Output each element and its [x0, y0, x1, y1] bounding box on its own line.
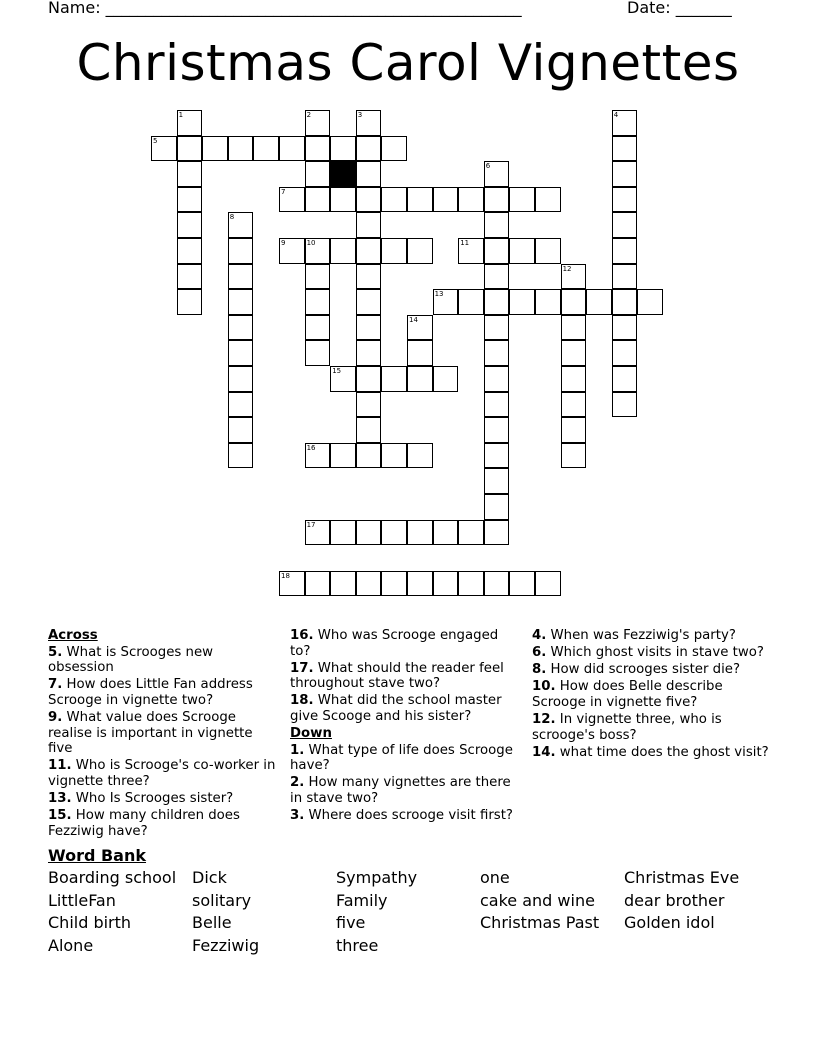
crossword-cell[interactable] — [484, 315, 510, 341]
crossword-cell[interactable] — [484, 392, 510, 418]
crossword-cell[interactable] — [612, 238, 638, 264]
clue-item — [532, 679, 772, 710]
crossword-cell[interactable] — [407, 366, 433, 392]
crossword-cell[interactable] — [177, 289, 203, 315]
crossword-cell[interactable] — [356, 366, 382, 392]
crossword-cell[interactable] — [509, 187, 535, 213]
crossword-cell[interactable] — [177, 238, 203, 264]
word-bank-item: Golden idol — [624, 913, 715, 933]
clue-item — [290, 808, 522, 824]
crossword-cell[interactable] — [177, 161, 203, 187]
clue-item — [290, 628, 522, 659]
crossword-cell[interactable] — [381, 187, 407, 213]
crossword-cell[interactable] — [561, 289, 587, 315]
crossword-clue-number: 16 — [306, 443, 316, 452]
word-bank-item: Christmas Past — [480, 913, 600, 933]
crossword-cell[interactable] — [484, 468, 510, 494]
clue-item — [532, 712, 772, 743]
clue-item — [532, 662, 772, 678]
crossword-cell[interactable] — [330, 443, 356, 469]
crossword-cell[interactable] — [458, 520, 484, 546]
crossword-cell[interactable] — [612, 315, 638, 341]
crossword-cell[interactable] — [484, 289, 510, 315]
word-bank-column — [480, 867, 599, 935]
crossword-cell[interactable] — [612, 161, 638, 187]
crossword-clue-number: 7 — [281, 187, 286, 196]
crossword-cell[interactable] — [228, 264, 254, 290]
crossword-cell[interactable] — [356, 264, 382, 290]
clue-item — [532, 645, 772, 661]
crossword-cell[interactable] — [612, 212, 638, 238]
crossword-cell[interactable] — [484, 571, 510, 597]
crossword-cell[interactable] — [356, 212, 382, 238]
clue-number: 6. — [532, 645, 547, 661]
crossword-cell[interactable] — [305, 161, 331, 187]
word-bank-column — [192, 867, 259, 957]
crossword-cell[interactable] — [381, 571, 407, 597]
crossword-cell[interactable] — [484, 238, 510, 264]
crossword-cell[interactable] — [484, 264, 510, 290]
clue-item — [48, 710, 280, 757]
clue-number: 17. — [290, 660, 314, 676]
crossword-cell[interactable] — [356, 571, 382, 597]
crossword-cell[interactable] — [305, 571, 331, 597]
crossword-cell[interactable] — [228, 340, 254, 366]
word-bank-item: solitary — [192, 890, 252, 910]
crossword-cell[interactable] — [177, 136, 203, 162]
clue-text: How does Little Fan address Scrooge in vignette two? — [48, 677, 253, 708]
crossword-cell[interactable] — [561, 340, 587, 366]
clue-number: 12. — [532, 711, 556, 727]
crossword-cell[interactable] — [612, 136, 638, 162]
word-bank-item: Family — [336, 890, 388, 910]
word-bank-column — [336, 867, 417, 957]
clue-item — [48, 645, 280, 676]
crossword-cell[interactable] — [381, 443, 407, 469]
crossword-cell[interactable] — [561, 315, 587, 341]
clue-number: 18. — [290, 693, 314, 709]
crossword-cell[interactable] — [509, 238, 535, 264]
word-bank-item: Child birth — [48, 913, 132, 933]
crossword-cell[interactable] — [330, 187, 356, 213]
crossword-cell[interactable] — [305, 187, 331, 213]
crossword-cell[interactable] — [484, 417, 510, 443]
clue-number: 2. — [290, 775, 305, 791]
clue-text: How many children does Fezziwig have? — [48, 808, 240, 839]
clue-column-2 — [290, 628, 522, 825]
clue-number: 3. — [290, 808, 305, 824]
crossword-black-cell — [330, 161, 356, 187]
clue-text: What is Scrooges new obsession — [48, 644, 214, 676]
crossword-cell[interactable] — [202, 136, 228, 162]
clue-text: what time does the ghost visit? — [555, 744, 769, 760]
crossword-cell[interactable] — [381, 520, 407, 546]
crossword-cell[interactable] — [305, 315, 331, 341]
crossword-cell[interactable] — [612, 264, 638, 290]
clue-text: When was Fezziwig's party? — [546, 628, 736, 643]
crossword-cell[interactable] — [381, 238, 407, 264]
clue-text: What did the school master give Scooge and his sister? — [290, 693, 502, 724]
crossword-cell[interactable] — [228, 289, 254, 315]
word-bank-item: Alone — [48, 935, 94, 955]
crossword-cell[interactable] — [228, 315, 254, 341]
clue-item — [48, 677, 280, 708]
crossword-cell[interactable] — [305, 136, 331, 162]
word-bank-column — [624, 867, 739, 935]
clue-text: How does Belle describe Scrooge in vignette five? — [532, 679, 723, 710]
clue-number: 1. — [290, 742, 305, 758]
clue-number: 10. — [532, 679, 556, 695]
crossword-cell[interactable] — [484, 187, 510, 213]
crossword-cell[interactable] — [330, 238, 356, 264]
clue-number: 14. — [532, 744, 556, 760]
clue-item — [290, 693, 522, 724]
clue-text: What should the reader feel throughout stave two? — [290, 660, 504, 692]
clue-number: 15. — [48, 808, 72, 824]
clue-text: What value does Scrooge realise is important in vignette five — [48, 709, 253, 757]
crossword-cell[interactable] — [228, 366, 254, 392]
word-bank-item: Sympathy — [336, 868, 418, 887]
crossword-clue-number: 13 — [434, 290, 444, 299]
crossword-cell[interactable] — [612, 187, 638, 213]
word-bank-item: three — [336, 935, 379, 955]
word-bank-item: Fezziwig — [192, 935, 260, 955]
clue-text: Which ghost visits in stave two? — [546, 645, 764, 661]
crossword-cell[interactable] — [484, 443, 510, 469]
crossword-cell[interactable] — [433, 187, 459, 213]
crossword-cell[interactable] — [535, 187, 561, 213]
clue-text: Where does scrooge visit first? — [304, 808, 513, 824]
crossword-clue-number: 2 — [306, 111, 312, 119]
crossword-cell[interactable] — [356, 392, 382, 418]
crossword-cell[interactable] — [484, 212, 510, 238]
crossword-cell[interactable] — [356, 443, 382, 469]
crossword-cell[interactable] — [253, 136, 279, 162]
crossword-clue-number: 15 — [332, 367, 342, 375]
crossword-cell[interactable] — [356, 520, 382, 546]
word-bank-item: Christmas Eve — [624, 868, 740, 887]
clue-item — [290, 743, 522, 774]
clue-text: How did scrooges sister die? — [546, 662, 741, 678]
crossword-cell[interactable] — [330, 136, 356, 162]
crossword-cell[interactable] — [612, 340, 638, 366]
crossword-cell[interactable] — [228, 392, 254, 418]
clue-item — [48, 758, 280, 789]
clue-item — [290, 661, 522, 692]
crossword-cell[interactable] — [561, 366, 587, 392]
crossword-clue-number: 18 — [281, 571, 290, 580]
crossword-cell[interactable] — [356, 161, 382, 187]
crossword-cell[interactable] — [177, 212, 203, 238]
word-bank-title: Word Bank — [48, 846, 147, 865]
clue-number: 5. — [48, 644, 63, 660]
crossword-cell[interactable] — [356, 315, 382, 341]
crossword-cell[interactable] — [228, 136, 254, 162]
clue-text: Who Is Scrooges sister? — [71, 790, 234, 806]
crossword-cell[interactable] — [177, 264, 203, 290]
clue-column-1 — [48, 628, 280, 841]
clue-item — [532, 745, 772, 761]
crossword-cell[interactable] — [509, 571, 535, 597]
crossword-cell[interactable] — [535, 571, 561, 597]
word-bank-item: dear brother — [624, 890, 725, 910]
crossword-clue-number: 11 — [460, 239, 470, 247]
word-bank-item: Belle — [192, 913, 232, 933]
crossword-cell[interactable] — [356, 417, 382, 443]
crossword-cell[interactable] — [330, 571, 356, 597]
crossword-cell[interactable] — [177, 187, 203, 213]
crossword-cell[interactable] — [407, 571, 433, 597]
crossword-cell[interactable] — [509, 289, 535, 315]
crossword-cell[interactable] — [305, 340, 331, 366]
crossword-cell[interactable] — [305, 264, 331, 290]
crossword-cell[interactable] — [535, 289, 561, 315]
crossword-cell[interactable] — [458, 571, 484, 597]
clue-text: Who is Scrooge's co-worker in vignette three? — [48, 758, 276, 789]
crossword-cell[interactable] — [561, 392, 587, 418]
crossword-clue-number: 6 — [485, 162, 491, 171]
crossword-cell[interactable] — [612, 289, 638, 315]
word-bank-column — [48, 867, 176, 957]
crossword-cell[interactable] — [279, 136, 305, 162]
page-title: Christmas Carol Vignettes — [76, 34, 740, 92]
crossword-cell[interactable] — [381, 366, 407, 392]
crossword-cell[interactable] — [407, 443, 433, 469]
clue-item — [532, 628, 772, 644]
crossword-cell[interactable] — [484, 494, 510, 520]
clue-number: 11. — [48, 758, 72, 774]
crossword-cell[interactable] — [612, 392, 638, 418]
crossword-clue-number: 8 — [229, 213, 235, 222]
crossword-clue-number: 5 — [153, 136, 158, 145]
down-heading: Down — [290, 726, 332, 742]
crossword-cell[interactable] — [407, 238, 433, 264]
date-field-label: Date: _______ — [627, 0, 732, 17]
crossword-cell[interactable] — [381, 136, 407, 162]
clue-number: 7. — [48, 677, 63, 693]
crossword-cell[interactable] — [561, 443, 587, 469]
crossword-cell[interactable] — [356, 238, 382, 264]
across-heading: Across — [48, 628, 98, 643]
crossword-cell[interactable] — [356, 187, 382, 213]
clue-number: 4. — [532, 628, 547, 643]
crossword-clue-number: 1 — [178, 111, 184, 119]
crossword-clue-number: 17 — [306, 520, 316, 529]
crossword-cell[interactable] — [356, 136, 382, 162]
crossword-cell[interactable] — [561, 417, 587, 443]
crossword-clue-number: 9 — [281, 239, 286, 247]
clue-item — [48, 791, 280, 807]
word-bank-item: five — [336, 913, 366, 933]
word-bank-item: Dick — [192, 868, 227, 887]
crossword-cell[interactable] — [433, 520, 459, 546]
crossword-cell[interactable] — [484, 520, 510, 546]
word-bank-item: cake and wine — [480, 890, 595, 910]
name-field-label: Name: ____________________________________________________ — [48, 0, 522, 17]
crossword-clue-number: 14 — [409, 315, 418, 324]
clue-item — [48, 808, 280, 839]
crossword-cell[interactable] — [228, 238, 254, 264]
clue-text: In vignette three, who is scrooge's boss? — [532, 711, 722, 743]
crossword-cell[interactable] — [586, 289, 612, 315]
crossword-cell[interactable] — [458, 289, 484, 315]
crossword-cell[interactable] — [535, 238, 561, 264]
word-bank-item: Boarding school — [48, 868, 177, 887]
crossword-cell[interactable] — [330, 520, 356, 546]
crossword-cell[interactable] — [458, 187, 484, 213]
crossword-cell[interactable] — [433, 366, 459, 392]
crossword-cell[interactable] — [356, 289, 382, 315]
clue-text: Who was Scrooge engaged to? — [290, 628, 499, 659]
crossword-cell[interactable] — [637, 289, 663, 315]
crossword-cell[interactable] — [612, 366, 638, 392]
word-bank-item: LittleFan — [48, 890, 116, 910]
crossword-clue-number: 4 — [613, 111, 619, 119]
crossword-cell[interactable] — [407, 340, 433, 366]
crossword-cell[interactable] — [407, 520, 433, 546]
clue-column-3 — [532, 628, 772, 762]
crossword-cell[interactable] — [356, 340, 382, 366]
crossword-cell[interactable] — [228, 417, 254, 443]
crossword-cell[interactable] — [305, 289, 331, 315]
crossword-clue-number: 3 — [357, 111, 363, 119]
crossword-clue-number: 10 — [306, 239, 316, 247]
crossword-cell[interactable] — [228, 443, 254, 469]
clue-text: What type of life does Scrooge have? — [290, 742, 513, 774]
clue-number: 8. — [532, 662, 547, 678]
crossword-cell[interactable] — [484, 366, 510, 392]
crossword-cell[interactable] — [433, 571, 459, 597]
crossword-cell[interactable] — [407, 187, 433, 213]
clue-number: 9. — [48, 709, 63, 725]
crossword-cell[interactable] — [484, 340, 510, 366]
clue-text: How many vignettes are there in stave two? — [290, 775, 511, 806]
clue-number: 13. — [48, 790, 72, 806]
crossword-clue-number: 12 — [562, 264, 572, 273]
word-bank-item: one — [480, 868, 510, 887]
clue-item — [290, 775, 522, 806]
clue-number: 16. — [290, 628, 314, 643]
